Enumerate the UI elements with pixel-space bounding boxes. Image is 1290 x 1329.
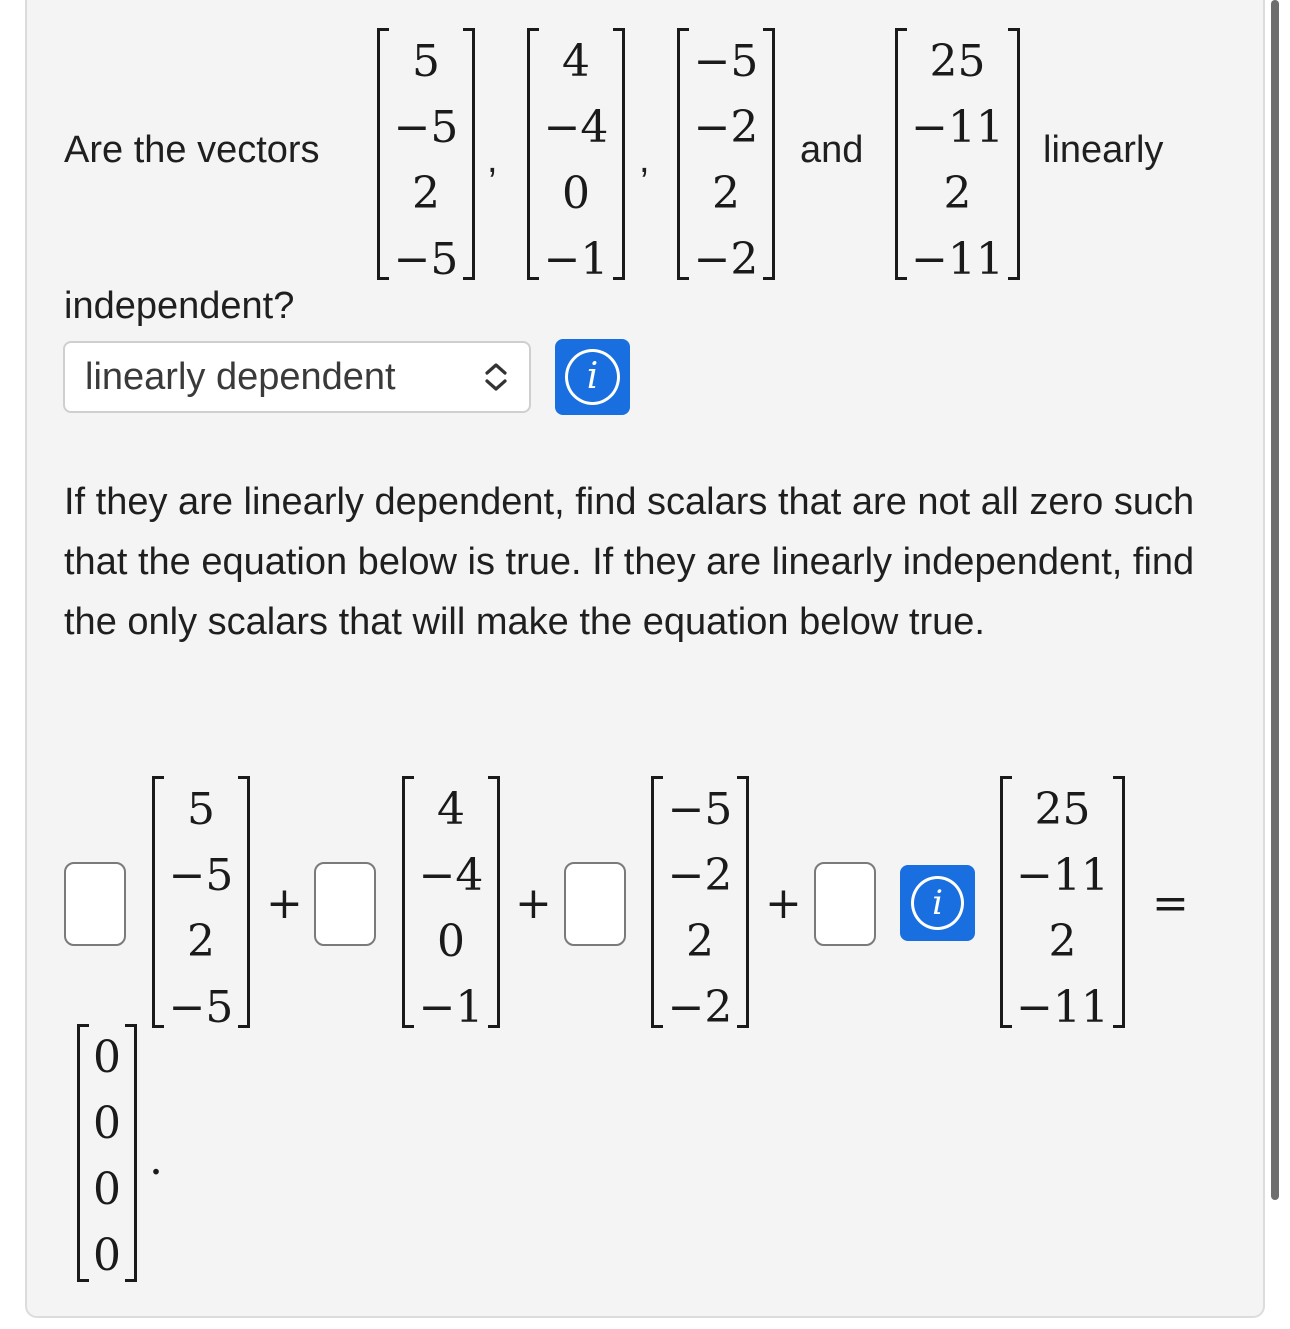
eq-vector-1 [152,776,250,1033]
scalar-input-3[interactable] [564,862,626,946]
period: . [149,1134,163,1185]
eq-vector-3-entry: −2 [667,850,733,901]
zero-vector [77,1024,137,1282]
comma: , [487,139,498,181]
plus-sign: + [765,878,802,929]
comma: , [639,139,650,181]
question-prefix: Are the vectors [64,129,320,171]
info-button[interactable] [555,339,630,415]
vector-3-entry: −2 [693,234,759,285]
question-line2: independent? [64,285,295,327]
eq-vector-4-entry: 25 [1034,784,1091,835]
vector-1-entry: 5 [412,36,440,87]
zero-vector-entry: 0 [93,1032,121,1083]
vector-4-entry: −11 [911,102,1004,153]
vector-2-entry: −4 [543,102,609,153]
scalar-input-4[interactable] [814,862,876,946]
eq-vector-2-entry: 4 [437,784,465,835]
eq-vector-4-entry: −11 [1016,982,1109,1033]
zero-vector-entry: 0 [93,1230,121,1281]
eq-vector-4-entry: 2 [1048,916,1077,967]
instructions-text: If they are linearly dependent, find scalars that are not all zero such that the equation below is true. If they are linearly independent, find the only scalars that will make the equation below true. [64,481,1195,643]
eq-vector-3-entry: −5 [667,784,733,835]
vector-2-entry: −1 [543,234,609,285]
question-suffix: linearly [1043,129,1164,171]
vector-4 [895,28,1020,285]
scalar-input-1[interactable] [64,862,126,946]
vector-3-entry: 2 [712,168,740,219]
eq-vector-3 [651,776,749,1033]
vector-2-entry: 4 [562,36,590,87]
eq-vector-1-entry: 5 [187,784,215,835]
vector-1-entry: 2 [412,168,440,219]
vector-4-entry: −11 [911,234,1004,285]
vector-1-entry: −5 [393,234,459,285]
eq-vector-1-entry: −5 [168,982,234,1033]
vector-3-entry: −2 [693,102,759,153]
eq-vector-2 [402,776,500,1033]
question-panel [25,0,1265,1318]
zero-vector-entry: 0 [93,1098,121,1149]
dependence-select-value: linearly dependent [85,356,396,398]
plus-sign: + [515,878,552,929]
plus-sign: + [266,878,303,929]
eq-vector-2-entry: −4 [418,850,484,901]
eq-vector-3-entry: −2 [667,982,733,1033]
select-chevron-icon [483,361,509,393]
equation-info-button[interactable] [900,865,975,941]
eq-vector-4-entry: −11 [1016,850,1109,901]
vector-1 [377,28,475,285]
equals-sign: = [1152,878,1189,929]
dependence-select[interactable] [63,341,531,413]
vector-3-entry: −5 [693,36,759,87]
vector-3 [677,28,775,285]
eq-vector-2-entry: −1 [418,982,484,1033]
vector-1-entry: −5 [393,102,459,153]
vector-2-entry: 0 [562,168,590,219]
eq-vector-4 [1000,776,1125,1033]
eq-vector-2-entry: 0 [437,916,465,967]
info-icon: i [911,876,964,930]
eq-vector-1-entry: 2 [187,916,215,967]
scalar-input-2[interactable] [314,862,376,946]
eq-vector-3-entry: 2 [686,916,714,967]
vector-4-entry: 25 [929,36,986,87]
scrollbar[interactable] [1271,0,1279,1200]
zero-vector-entry: 0 [93,1164,121,1215]
eq-vector-1-entry: −5 [168,850,234,901]
vector-2 [527,28,625,285]
vector-4-entry: 2 [943,168,972,219]
info-icon: i [565,349,620,405]
and-text: and [800,129,864,171]
